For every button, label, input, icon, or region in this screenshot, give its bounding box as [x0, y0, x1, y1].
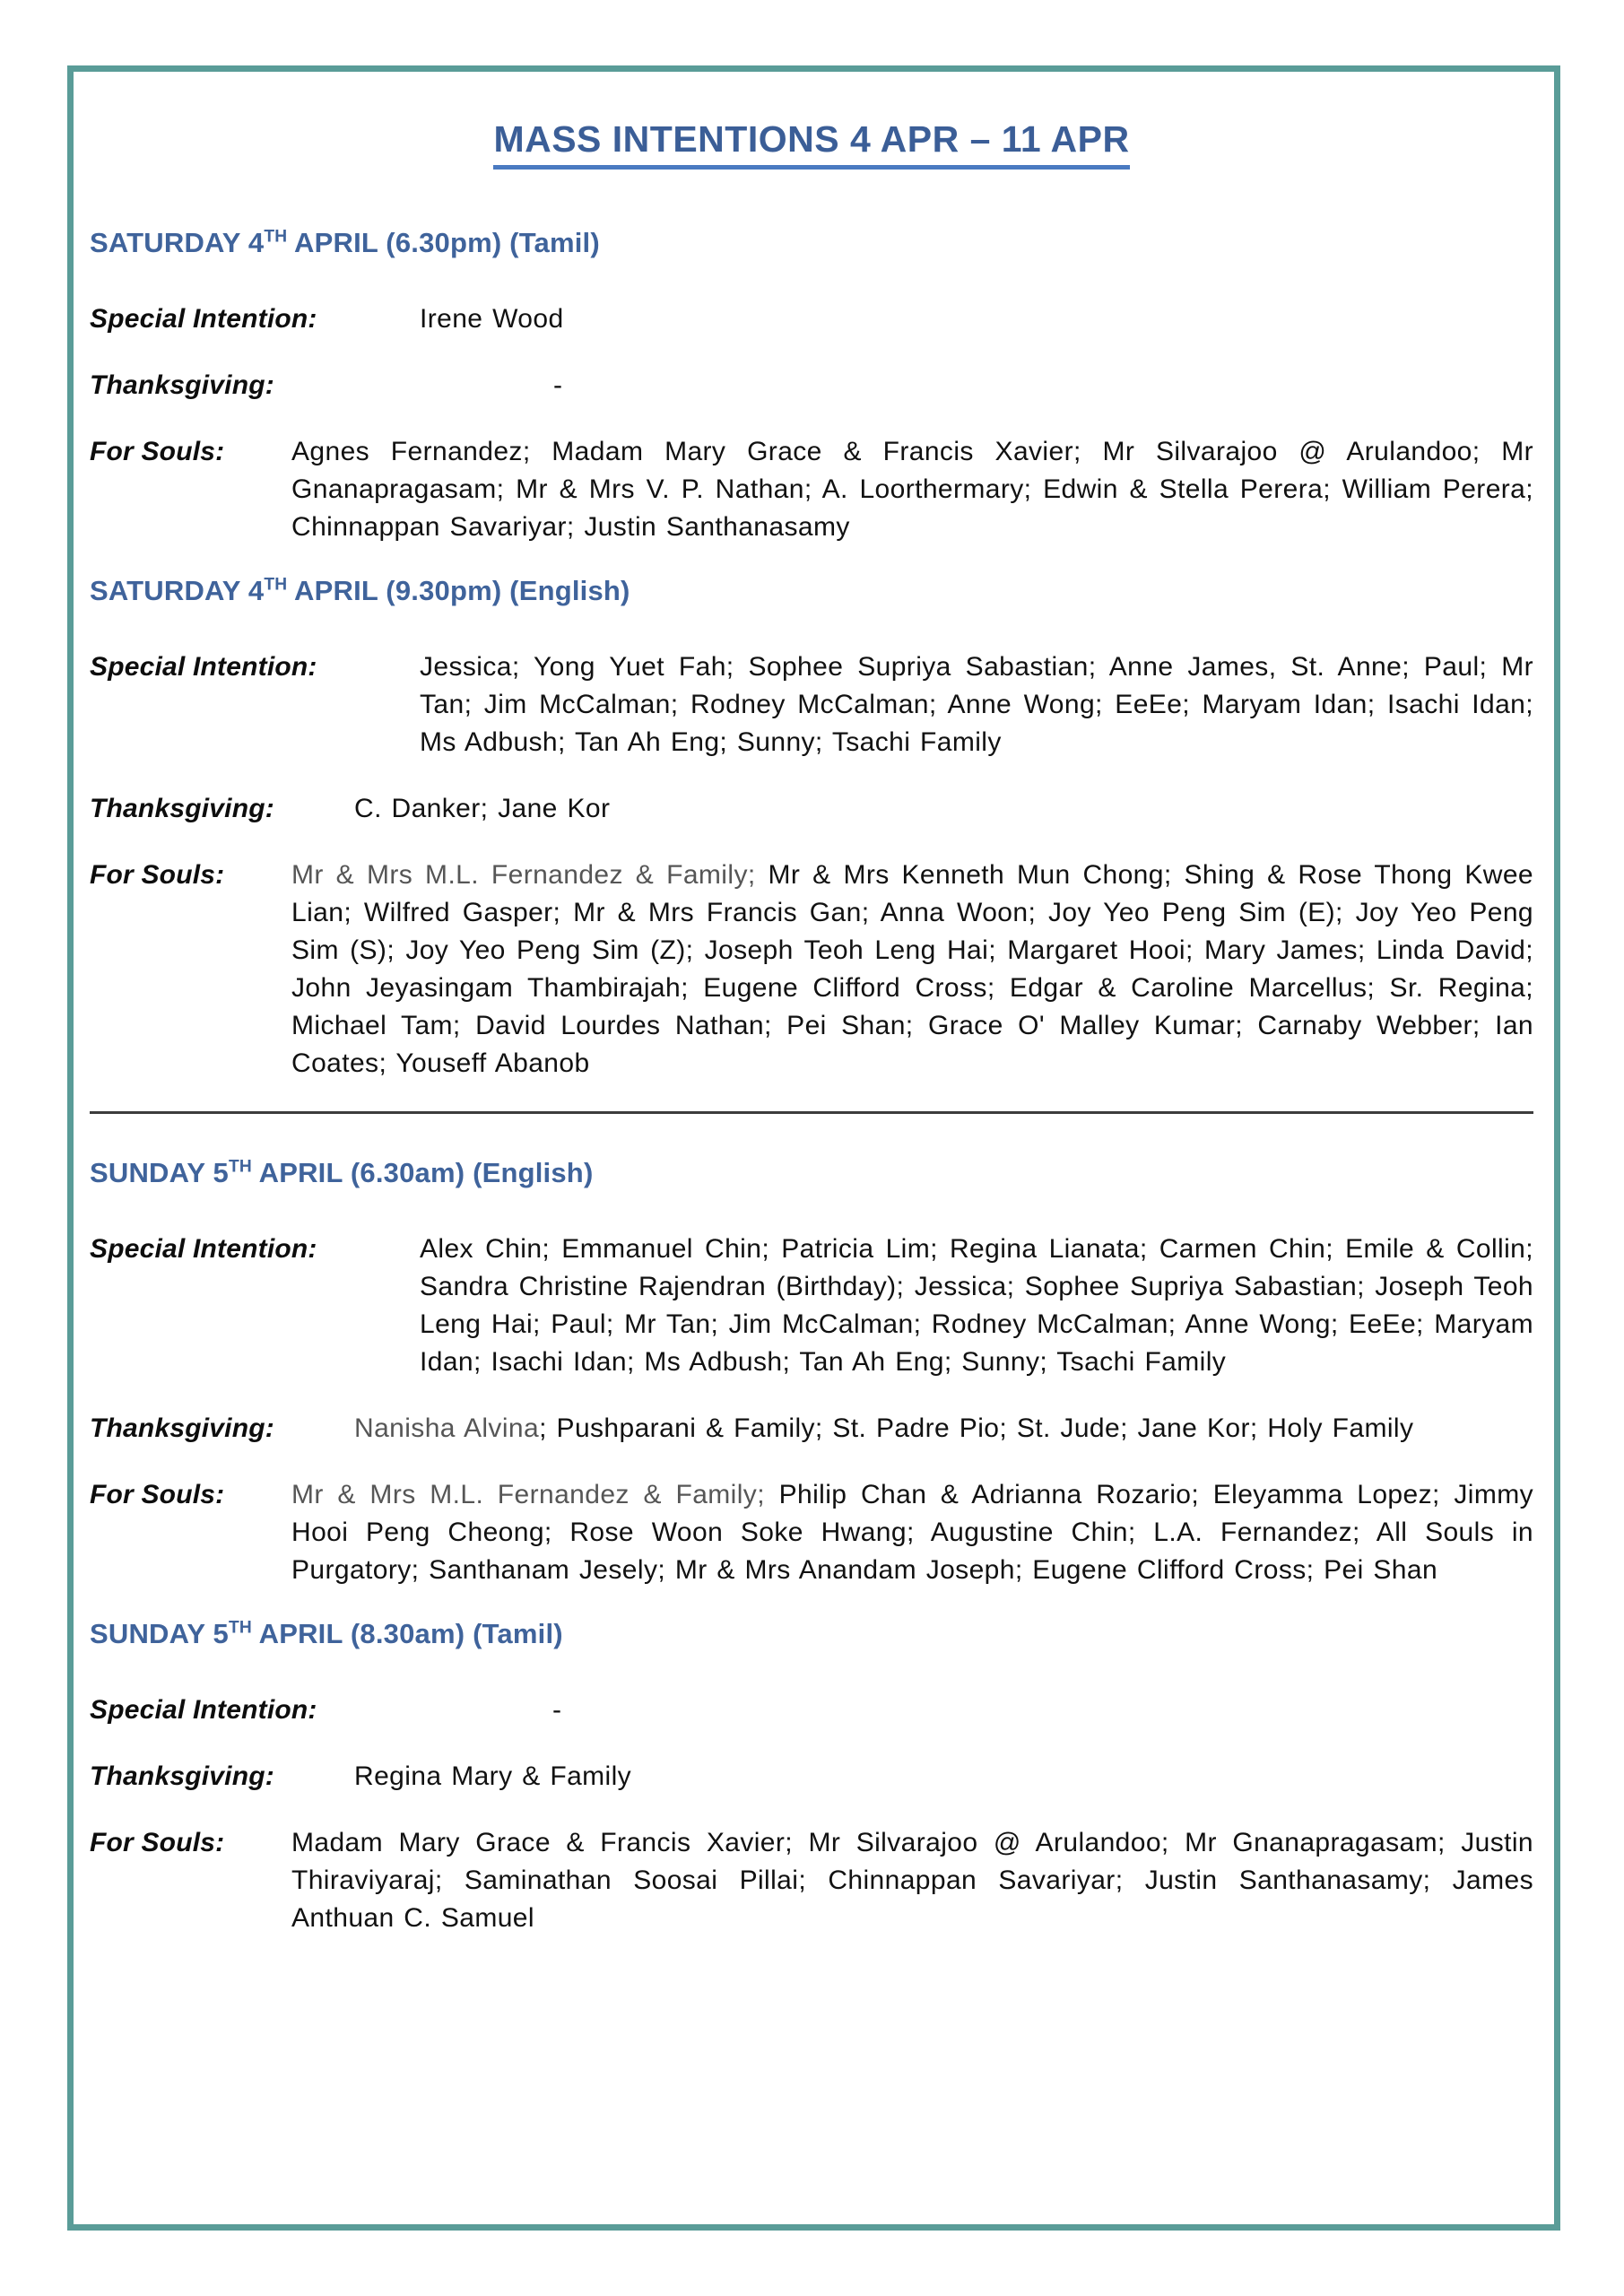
name-list-segment: Philip Chan & Adrianna Rozario; Eleyamma Lopez; Jimmy Hooi Peng Cheong; Rose Woon Soke Hwang; Augustine Chin; L.A. Fernandez; All Souls in Purgatory; Santhanam Jesely; Mr & Mrs Anandam Joseph; Eugene Clifford Cross; Pei Shan — [291, 1480, 1534, 1585]
field-value-for-souls: Madam Mary Grace & Francis Xavier; Mr Silvarajoo @ Arulandoo; Mr Gnanapragasam; Justin Thiraviyaraj; Saminathan Soosai Pillai; Chinnappan Savariyar; Justin Santhanasamy; James Anthuan C. Samuel — [291, 1828, 1533, 1933]
heading-day: SUNDAY 5 — [90, 1157, 229, 1188]
heading-details: APRIL (9.30pm) (English) — [287, 575, 630, 606]
heading-details: APRIL (8.30am) (Tamil) — [251, 1618, 563, 1649]
row-special-intention — [90, 1692, 1533, 1729]
field-label-for-souls: For Souls: — [90, 437, 225, 466]
field-value-for-souls — [291, 1476, 1533, 1589]
heading-ordinal: TH — [228, 1157, 252, 1177]
row-thanksgiving — [90, 790, 1533, 828]
field-label-special-intention: Special Intention: — [90, 1695, 317, 1725]
name-list-segment: ; Pushparani & Family; St. Padre Pio; St. Jude; Jane Kor; Holy Family — [539, 1413, 1414, 1443]
row-thanksgiving — [90, 367, 1533, 404]
heading-details: APRIL (6.30am) (English) — [251, 1157, 594, 1188]
field-value-for-souls — [291, 857, 1533, 1083]
section-sunday-830am-tamil — [90, 1618, 1533, 1937]
muted-name-segment: Mr & Mrs M.L. Fernandez & Family; — [291, 860, 756, 890]
heading-ordinal: TH — [264, 227, 288, 247]
section-sunday-630am-english — [90, 1157, 1533, 1589]
heading-day: SATURDAY 4 — [90, 575, 265, 606]
row-thanksgiving — [90, 1410, 1533, 1448]
row-thanksgiving — [90, 1758, 1533, 1796]
heading-details: APRIL (6.30pm) (Tamil) — [287, 227, 600, 258]
field-value-special-intention: Irene Wood — [420, 304, 564, 334]
field-label-special-intention: Special Intention: — [90, 1234, 317, 1264]
field-label-thanksgiving: Thanksgiving: — [90, 370, 274, 400]
row-for-souls — [90, 1476, 1533, 1589]
section-divider — [90, 1111, 1533, 1114]
section-heading — [90, 575, 1533, 607]
muted-name-segment: Mr & Mrs M.L. Fernandez & Family; — [291, 1480, 765, 1509]
field-label-for-souls: For Souls: — [90, 860, 225, 890]
field-value-for-souls: Agnes Fernandez; Madam Mary Grace & Francis Xavier; Mr Silvarajoo @ Arulandoo; Mr Gnanapragasam; Mr & Mrs V. P. Nathan; A. Loorthermary; Edwin & Stella Perera; William Perera; Chinnappan Savariyar; Justin Santhanasamy — [291, 437, 1533, 542]
section-heading — [90, 1157, 1533, 1189]
field-value-thanksgiving — [354, 367, 1533, 404]
row-for-souls — [90, 433, 1533, 546]
row-for-souls — [90, 857, 1533, 1083]
page-title — [90, 118, 1533, 170]
field-label-thanksgiving: Thanksgiving: — [90, 1413, 274, 1443]
field-label-thanksgiving: Thanksgiving: — [90, 1761, 274, 1791]
name-list-segment: Mr & Mrs Kenneth Mun Chong; Shing & Rose Thong Kwee Lian; Wilfred Gasper; Mr & Mrs Francis Gan; Anna Woon; Joy Yeo Peng Sim (E); Joy Yeo Peng Sim (S); Joy Yeo Peng Sim (Z); Joseph Teoh Leng Hai; Margaret Hooi; Mary James; Linda David; John Jeyasingam Thambirajah; Eugene Clifford Cross; Edgar & Caroline Marcellus; Sr. Regina; Michael Tam; David Lourdes Nathan; Pei Shan; Grace O' Malley Kumar; Carnaby Webber; Ian Coates; Youseff Abanob — [291, 860, 1533, 1078]
heading-day: SATURDAY 4 — [90, 227, 265, 258]
muted-name-segment: Nanisha Alvina — [354, 1413, 540, 1443]
field-value-special-intention: Alex Chin; Emmanuel Chin; Patricia Lim; Regina Lianata; Carmen Chin; Emile & Collin; Sandra Christine Rajendran (Birthday); Jessica; Sophee Supriya Sabastian; Joseph Teoh Leng Hai; Paul; Mr Tan; Jim McCalman; Rodney McCalman; Anne Wong; EeEe; Maryam Idan; Isachi Idan; Ms Adbush; Tan Ah Eng; Sunny; Tsachi Family — [420, 1234, 1533, 1377]
row-special-intention — [90, 1231, 1533, 1381]
field-label-special-intention: Special Intention: — [90, 652, 317, 682]
row-special-intention — [90, 648, 1533, 761]
heading-day: SUNDAY 5 — [90, 1618, 229, 1649]
empty-placeholder-dash: - — [552, 1695, 562, 1725]
empty-placeholder-dash: - — [553, 370, 563, 400]
field-value-special-intention — [420, 1692, 1533, 1729]
page-title-text: MASS INTENTIONS 4 APR – 11 APR — [493, 118, 1129, 170]
field-value-thanksgiving: C. Danker; Jane Kor — [354, 794, 611, 823]
section-saturday-630pm-tamil — [90, 227, 1533, 546]
field-label-for-souls: For Souls: — [90, 1828, 225, 1857]
section-saturday-930pm-english — [90, 575, 1533, 1083]
field-value-thanksgiving — [354, 1410, 1533, 1448]
field-label-for-souls: For Souls: — [90, 1480, 225, 1509]
bordered-frame — [67, 65, 1560, 2231]
heading-ordinal: TH — [228, 1618, 252, 1638]
field-value-special-intention: Jessica; Yong Yuet Fah; Sophee Supriya Sabastian; Anne James, St. Anne; Paul; Mr Tan; Jim McCalman; Rodney McCalman; Anne Wong; EeEe; Maryam Idan; Isachi Idan; Ms Adbush; Tan Ah Eng; Sunny; Tsachi Family — [420, 652, 1533, 757]
row-special-intention — [90, 300, 1533, 338]
section-heading — [90, 227, 1533, 259]
section-heading — [90, 1618, 1533, 1650]
field-label-thanksgiving: Thanksgiving: — [90, 794, 274, 823]
field-value-thanksgiving: Regina Mary & Family — [354, 1761, 632, 1791]
heading-ordinal: TH — [264, 575, 288, 595]
field-label-special-intention: Special Intention: — [90, 304, 317, 334]
row-for-souls — [90, 1824, 1533, 1937]
